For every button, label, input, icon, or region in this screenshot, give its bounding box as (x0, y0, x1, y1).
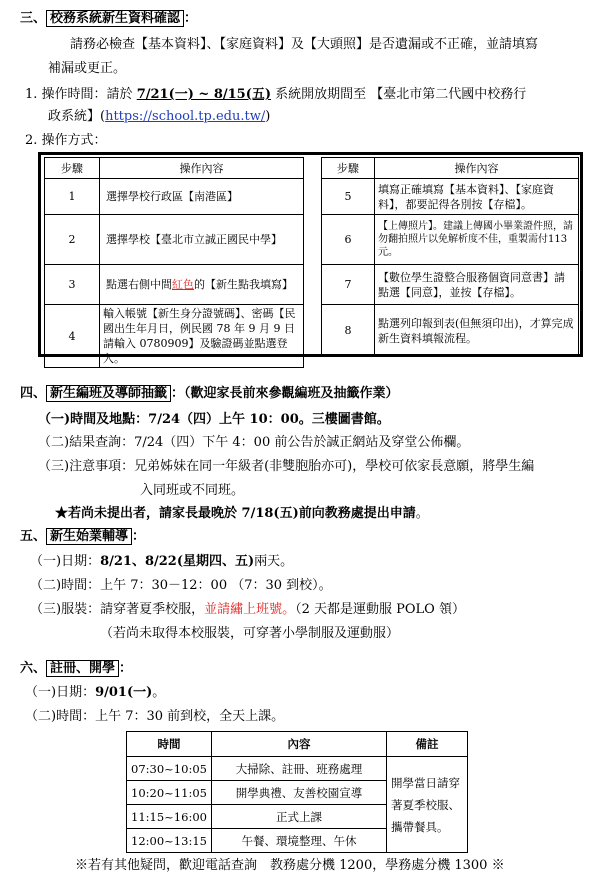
section4-line2: （二)結果查詢：7/24（四）下午 4：00 前公告於誠正網站及穿堂公佈欄。 (38, 435, 470, 450)
steps-table-frame (38, 152, 583, 365)
schedule-table: 時間 內容 備註 07:30~10:05 大掃除、註冊、班務處理 開學當日請穿著夏季校服、攜帶餐具。 10:20~11:05 開學典禮、友善校園宣導 11:15~16:00 正式上課 12:00~13:15 午餐、環境整理、午休 (126, 731, 468, 853)
section4-notice: ★若尚未提出者，請家長最晚於 7/18(五)前向教務處提出申請。 (55, 506, 429, 521)
table-row: 10:20~11:05 開學典禮、友善校園宣導 (127, 781, 468, 805)
section4-line3b: 入同班或不同班。 (140, 483, 245, 498)
table-row: 12:00~13:15 午餐、環境整理、午休 (127, 829, 468, 853)
table-row: 5 填寫正確填寫【基本資料】、【家庭資料】，都要記得各別按【存檔】。 (322, 179, 579, 215)
section3-item1: 1. 操作時間：請於 7/21(一) ~ 8/15(五) 系統開放期間至 【臺北市第二代國中校務行 (25, 87, 527, 102)
section6-title: 註冊、開學 (46, 660, 119, 677)
section3-item1-line2: 政系統】(https://school.tp.edu.tw/) (48, 109, 271, 124)
table-row: 3 點選右側中間紅色的【新生點我填寫】 (45, 265, 304, 305)
section3-intro-line2: 補漏或更正。 (48, 61, 127, 76)
schedule-note: 開學當日請穿著夏季校服、攜帶餐具。 (387, 757, 468, 853)
section3-number: 三、 (20, 11, 47, 26)
section4-title: 新生編班及導師抽籤 (46, 385, 171, 402)
steps-table-right: 步驟 操作內容 5 填寫正確填寫【基本資料】、【家庭資料】，都要記得各別按【存檔】。 6 【上傳照片】。建議上傳國小畢業證件照，請勿翻拍照片以免解析度不佳，重製需付113元。 7 【數位學生證整合服務個資同意書】請點選【同意】，並按【存檔】。 8 點選列印報到表(但無須印出)，才算完成新生資料填報流程。 (321, 157, 579, 357)
section5-line3: （三)服裝：請穿著夏季校服，並請繡上班號。（2 天都是運動服 POLO 領） (30, 602, 465, 617)
table-row: 6 【上傳照片】。建議上傳國小畢業證件照，請勿翻拍照片以免解析度不佳，重製需付113元。 (322, 215, 579, 265)
section6-line1: （一)日期：9/01(一)。 (25, 685, 166, 700)
section3-item2: 2. 操作方式： (25, 133, 107, 148)
table-row: 11:15~16:00 正式上課 (127, 805, 468, 829)
table-row: 4 輸入帳號【新生身分證號碼】、密碼【民國出生年月日，例民國 78 年 9 月 9 日請輸入 0780909】及驗證碼並點選登入。 (45, 305, 304, 368)
section5-line2: （二)時間：上午 7：30－12：00 （7：30 到校）。 (30, 578, 332, 593)
table-row: 1 選擇學校行政區【南港區】 (45, 179, 304, 215)
section3-intro-line1: 請務必檢查【基本資料】、【家庭資料】及【大頭照】是否遺漏或不正確，並請填寫 (70, 37, 539, 52)
section6-heading: 六、 註冊、開學 ： (20, 661, 133, 676)
steps-table-left: 步驟 操作內容 1 選擇學校行政區【南港區】 2 選擇學校【臺北市立誠正國民中學】 3 點選右側中間紅色的【新生點我填寫】 4 輸入帳號【新生身分證號碼】、密碼【民國出生年月日，例民國 78 年 9 月 9 日請輸入 0780909】及驗證碼並點選登入。 (44, 157, 304, 368)
section4-line1: （一)時間及地點：7/24（四）上午 10：00。三樓圖書館。 (38, 412, 390, 427)
operation-dates: 7/21(一) ~ 8/15(五) (136, 87, 272, 102)
footer-contact: ※若有其他疑問，歡迎電話查詢 教務處分機 1200，學務處分機 1300 ※ (75, 858, 505, 873)
table-row: 07:30~10:05 大掃除、註冊、班務處理 開學當日請穿著夏季校服、攜帶餐具。 (127, 757, 468, 781)
section5-line1: （一)日期：8/21、8/22(星期四、五)兩天。 (30, 554, 294, 569)
school-system-link[interactable]: https://school.tp.edu.tw/ (105, 109, 266, 124)
section6-line2: （二)時間：上午 7：30 前到校，全天上課。 (25, 709, 285, 724)
table-row: 8 點選列印報到表(但無須印出)，才算完成新生資料填報流程。 (322, 305, 579, 357)
section5-heading: 五、 新生始業輔導 ： (20, 529, 146, 544)
section4-heading: 四、 新生編班及導師抽籤 ：（歡迎家長前來參觀編班及抽籤作業） (20, 386, 399, 401)
table-row: 7 【數位學生證整合服務個資同意書】請點選【同意】，並按【存檔】。 (322, 265, 579, 305)
table-row: 2 選擇學校【臺北市立誠正國民中學】 (45, 215, 304, 265)
section4-line3: （三)注意事項：兄弟姊妹在同一年級者(非雙胞胎亦可)，學校可依家長意願，將學生編 (38, 459, 535, 474)
section3-heading: 三、 校務系統新生資料確認 ： (20, 11, 198, 26)
section5-title: 新生始業輔導 (46, 528, 132, 545)
section5-line4: （若尚未取得本校服裝，可穿著小學制服及運動服） (100, 626, 400, 641)
section3-title: 校務系統新生資料確認 (46, 10, 184, 27)
